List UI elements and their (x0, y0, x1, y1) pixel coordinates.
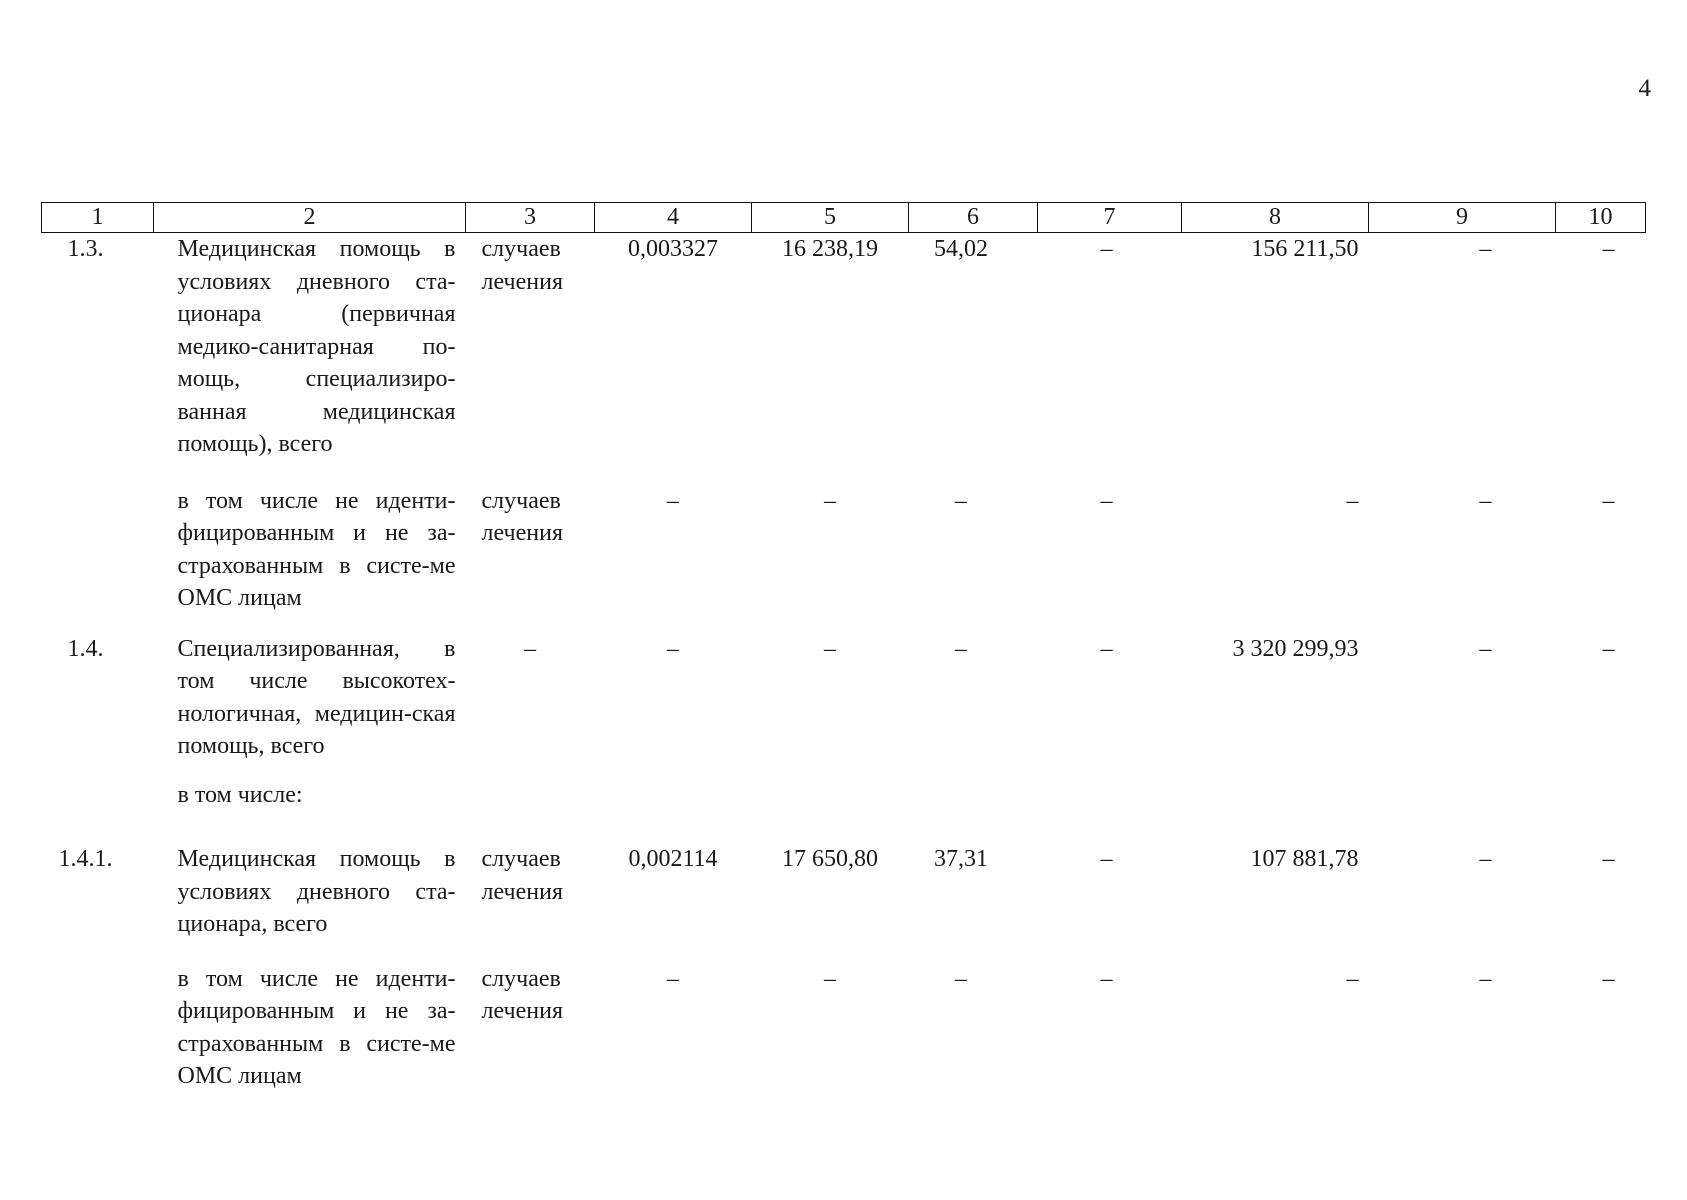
cell-col7: – (1100, 846, 1113, 872)
cell-col5 (752, 779, 909, 844)
cell-col10: – (1602, 236, 1615, 262)
row-name: Специализированная, в том числе высокотех-нологичная, медицин-ская помощь, всего (177, 635, 456, 759)
column-header: 8 (1182, 203, 1369, 233)
cell-col9 (1369, 779, 1556, 844)
row-number: 1.4.1. (58, 846, 113, 872)
column-header: 4 (595, 203, 752, 233)
row-number: 1.4. (67, 635, 104, 662)
row-number (42, 963, 154, 1093)
cell-col6: – (955, 487, 967, 514)
cell-col9: – (1479, 965, 1492, 992)
row-name: в том числе не иденти-фицированным и не за-страхованным в систе-ме ОМС лицам (177, 487, 456, 611)
cell-col7 (1038, 779, 1182, 844)
table-row (42, 779, 1646, 844)
cell-col4: – (667, 635, 679, 662)
row-number: 1.3. (67, 236, 104, 262)
row-name: в том числе не иденти-фицированным и не за-страхованным в систе-ме ОМС лицам (177, 965, 456, 1089)
cell-col8: 156 211,50 (1251, 236, 1359, 262)
column-header: 9 (1369, 203, 1556, 233)
cell-col7: – (1100, 965, 1113, 992)
cell-col4: – (667, 965, 679, 992)
cell-col4 (595, 779, 752, 844)
cell-col8 (1182, 779, 1369, 844)
column-header: 10 (1556, 203, 1646, 233)
column-header: 1 (42, 203, 154, 233)
cell-col10: – (1602, 846, 1615, 872)
cell-col8: 3 320 299,93 (1232, 635, 1359, 662)
page-number: 4 (1638, 75, 1651, 102)
column-header: 2 (154, 203, 466, 233)
cell-col4: – (667, 487, 679, 514)
cell-col7: – (1100, 236, 1113, 262)
row-unit: случаев лечения (481, 236, 563, 295)
table-row (42, 233, 1646, 485)
cell-col6: 54,02 (934, 236, 988, 262)
row-unit: – (524, 635, 536, 662)
cell-col10: – (1602, 635, 1615, 662)
column-header: 3 (466, 203, 595, 233)
column-header: 6 (909, 203, 1038, 233)
cell-col10: – (1602, 965, 1615, 992)
cell-col5: – (824, 965, 836, 992)
cell-col5: 17 650,80 (782, 846, 878, 872)
table-header (42, 203, 1646, 233)
cell-col6: 37,31 (934, 846, 988, 872)
cell-col9: – (1479, 846, 1492, 872)
row-number (42, 485, 154, 633)
row-unit: случаев лечения (481, 487, 563, 546)
row-unit: случаев лечения (481, 965, 563, 1024)
row-name: Медицинская помощь в условиях дневного ста-ционара, всего (177, 846, 456, 937)
cell-col4: 0,002114 (628, 846, 718, 872)
cell-col4: 0,003327 (628, 236, 718, 262)
cell-col9: – (1479, 487, 1492, 514)
table-row (42, 843, 1646, 963)
cell-col6: – (955, 965, 967, 992)
cell-col8: – (1346, 487, 1359, 514)
cell-col7: – (1100, 487, 1113, 514)
cell-col10 (1556, 779, 1646, 844)
column-header: 7 (1038, 203, 1182, 233)
cell-col5: – (824, 635, 836, 662)
cell-col6: – (955, 635, 967, 662)
row-name: Медицинская помощь в условиях дневного ста-ционара (первичная медико-санитарная по-мощь, специализиро-ванная медицинская помощь), всего (177, 236, 456, 457)
row-number (42, 779, 154, 844)
cell-col5: – (824, 487, 836, 514)
cell-col8: 107 881,78 (1250, 846, 1359, 872)
table-row (42, 963, 1646, 1093)
cell-col9: – (1479, 635, 1492, 662)
data-table (41, 202, 1646, 1093)
cell-col9: – (1479, 236, 1492, 262)
cell-col5: 16 238,19 (782, 236, 878, 262)
table-row (42, 485, 1646, 633)
row-unit (466, 779, 595, 844)
row-name: в том числе: (177, 781, 303, 808)
cell-col6 (909, 779, 1038, 844)
cell-col7: – (1100, 635, 1113, 662)
cell-col10: – (1602, 487, 1615, 514)
table-row (42, 633, 1646, 779)
row-unit: случаев лечения (481, 846, 563, 905)
column-header: 5 (752, 203, 909, 233)
cell-col8: – (1346, 965, 1359, 992)
